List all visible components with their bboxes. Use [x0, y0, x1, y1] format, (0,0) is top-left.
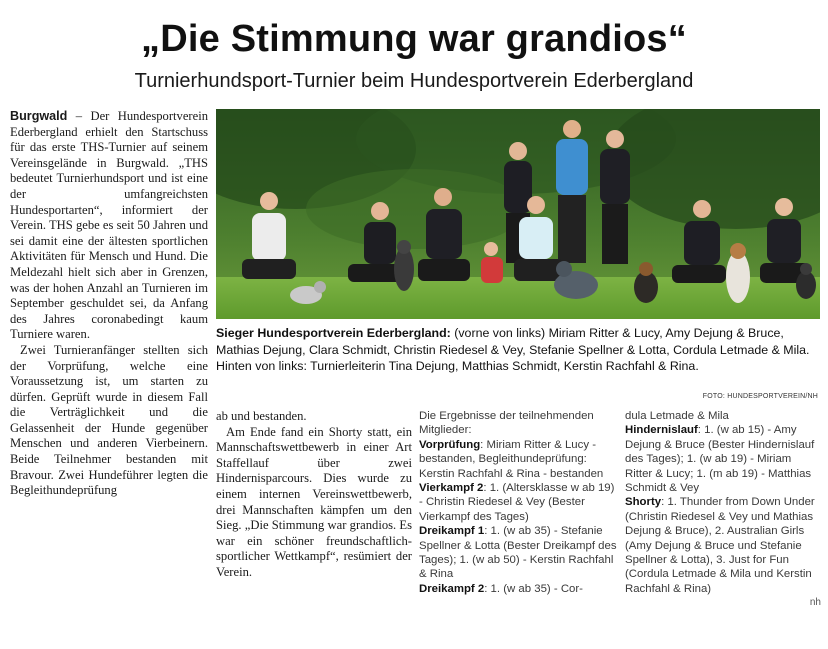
- photo-caption: [216, 325, 820, 375]
- person-back-2: [556, 120, 588, 263]
- caption-lead: Sieger Hundesportverein Ederbergland:: [216, 326, 451, 340]
- paragraph: [10, 109, 208, 343]
- paragraph: ab und bestanden.: [216, 409, 307, 423]
- result-text: : 1. Thunder from Down Under (Christin Riedesel & Vey und Mathias Dejung & Bruce), 2. Australian Girls (Amy Dejung & Bruce und Stefanie Spellner & Lotta), 3. Just for Fun (Cordula Letmade & Mila und Kerstin Rachfahl & Rina): [625, 496, 815, 595]
- result-item: [625, 495, 821, 596]
- dateline: Burgwald: [10, 109, 68, 123]
- result-label: Dreikampf 1: [419, 525, 485, 538]
- result-text: : Miriam Ritter & Lucy - bestanden, Begleithundeprüfung: Kerstin Rachfahl & Rina - bestanden: [419, 438, 604, 480]
- result-item: [419, 582, 617, 596]
- result-text: : 1. (Altersklasse w ab 19) - Christin Riedesel & Vey (Bester Vierkampf des Tages): [419, 482, 615, 523]
- result-label: Vierkampf 2: [419, 482, 484, 495]
- author-signature: nh: [809, 597, 821, 609]
- paragraph: Am Ende fand ein Shorty statt, ein Mannschaftswettbewerb in einer Art Staffellauf über zwei Hindernisparcours. Dies wurde zu einem internen Vereinswettbewerb, drei Mannschaften kämpfen um den Sieg. „Die Stimmung war grandios. Es war ein schöner freundschaftlich-sportlicher Wettkampf“, resümiert der Verein.: [216, 424, 412, 579]
- result-item: [419, 438, 617, 481]
- results-column-1: [419, 409, 617, 596]
- result-label: Hindernislauf: [625, 424, 698, 437]
- team-photo: [216, 109, 820, 319]
- result-label: Vorprüfung: [419, 438, 481, 451]
- team-photo-illustration: [216, 109, 820, 319]
- results-intro: Die Ergebnisse der teilnehmenden Mitglieder:: [419, 410, 594, 437]
- result-item: [419, 481, 617, 524]
- person-back-3: [600, 130, 630, 264]
- result-label: Dreikampf 2: [419, 582, 485, 595]
- article-column-1: [10, 109, 208, 499]
- paragraph-text: – Der Hundesportverein Ederbergland erhielt den Startschuss für das erste THS-Turnier auf seinem Vereinsgelände in Burgwald. „THS bedeutet Turnierhundsport und ist eine der umfangreichsten Hundesportarten“, informiert der Verein. THS gebe es seit 50 Jahren und sei damit eine der ältesten sportlichen Aktivitäten für Mensch und Hund. Die Meldezahl hielt sich aber in Grenzen, was der hohen Anzahl an Turnieren im September geschuldet sei, da Anfang des Jahres coronabedingt kaum Turniere waren.: [10, 109, 208, 342]
- article-column-2: [216, 409, 412, 581]
- result-item: [625, 423, 821, 495]
- photo-credit: FOTO: HUNDESPORTVEREIN/NH: [702, 393, 818, 400]
- result-text: : 1. (w ab 15) - Amy Dejung & Bruce (Bester Hindernislauf des Tages); 1. (w ab 19) - Miriam Ritter & Lucy; 1. (m ab 19) - Matthias Schmidt & Vey: [625, 424, 815, 495]
- result-continuation: dula Letmade & Mila: [625, 410, 729, 422]
- caption-text: (vorne von links) Miriam Ritter & Lucy, Amy Dejung & Bruce, Mathias Dejung, Clara Schmidt, Christin Riedesel & Vey, Stefanie Spellner & Lotta, Cordula Letmade & Mila. Hinten von links: Turnierleiterin Tina Dejung, Matthias Schmidt, Kerstin Rachfahl & Rina.: [216, 326, 810, 373]
- results-column-2: [625, 409, 821, 611]
- result-text: : 1. (w ab 35) - Stefanie Spellner & Lotta (Bester Dreikampf des Tages); 1. (w ab 50) - Kerstin Rachfahl & Rina: [419, 525, 617, 581]
- headline: „Die Stimmung war grandios“: [141, 18, 687, 60]
- result-text: : 1. (w ab 35) - Cor-: [484, 582, 583, 595]
- subheadline: Turnierhundsport-Turnier beim Hundesportverein Ederbergland: [134, 70, 694, 92]
- paragraph: Zwei Turnieranfänger stellten sich der Vorprüfung, welche eine Voraussetzung ist, um starten zu dürfen. Geprüft wurde in diesem Fall die Verträglichkeit und die Gelassenheit der Hunde gegenüber Menschen und anderen Vierbeinern. Beide Teilnehmer bestanden mit Bravour. Zwei Hundeführer legten die Begleithundeprüfung: [10, 342, 208, 498]
- result-item: [419, 524, 617, 582]
- result-label: Shorty: [625, 496, 662, 509]
